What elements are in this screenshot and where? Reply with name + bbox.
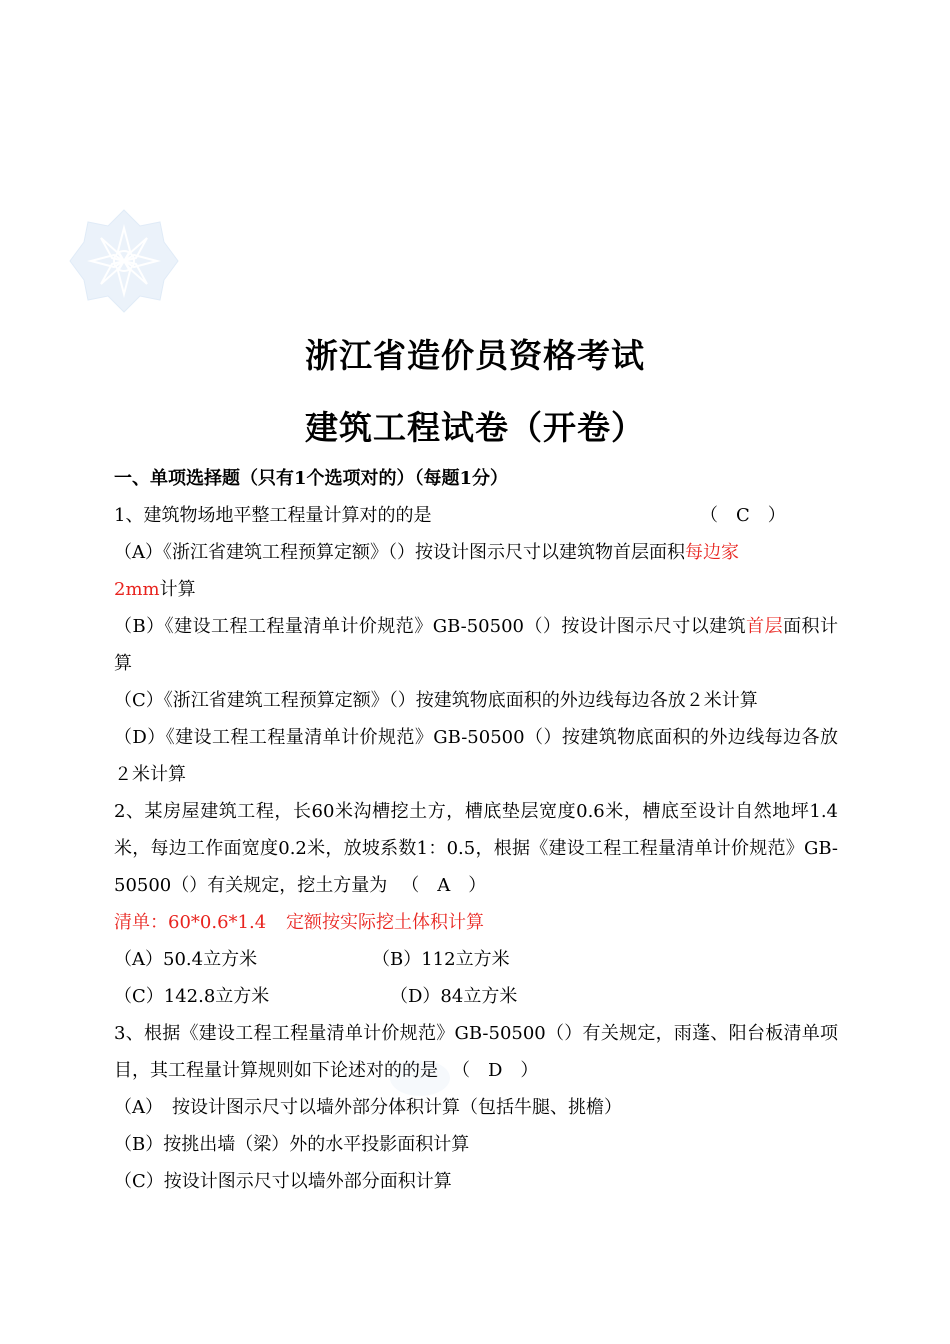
question-2-options-row1 xyxy=(114,941,838,978)
page-title: 浙江省造价员资格考试 xyxy=(305,336,645,375)
question-2-option-c: （C）142.8立方米 xyxy=(114,986,270,1007)
question-3-option-c: （C）按设计图示尺寸以墙外部分面积计算 xyxy=(114,1171,452,1192)
red-annotation: 每边家 xyxy=(685,542,739,563)
question-3-stem: 3、根据《建设工程工程量清单计价规范》GB-50500（）有关规定，雨蓬、阳台板清单项目，其工程量计算规则如下论述对的的是 （ D ） xyxy=(114,1023,838,1081)
question-3-option-a: （A） 按设计图示尺寸以墙外部分体积计算（包括牛腿、挑檐） xyxy=(114,1097,622,1118)
question-1-answer: （ C ） xyxy=(700,505,786,526)
question-1-option-a: （A）《浙江省建筑工程预算定额》（）按设计图示尺寸以建筑物首层面积每边家 2mm计算 xyxy=(114,542,739,600)
watermark-logo xyxy=(68,208,180,314)
question-1-stem: 1、建筑物场地平整工程量计算对的的是 （ C ） xyxy=(114,497,838,534)
question-1-option-b: （B）《建设工程工程量清单计价规范》GB-50500（）按设计图示尺寸以建筑首层面积计算 xyxy=(114,616,839,674)
question-2-option-b: （B）112立方米 xyxy=(372,949,510,970)
question-2-options-row2 xyxy=(114,978,838,1015)
page-subtitle: 建筑工程试卷（开卷） xyxy=(305,408,645,447)
document-body xyxy=(114,460,838,1200)
red-annotation: 首层 xyxy=(746,616,784,637)
section-heading: 一、单项选择题（只有1个选项对的）（每题1分） xyxy=(114,468,509,489)
question-2-answer: （ A ） xyxy=(401,875,487,896)
question-3-answer: （ D ） xyxy=(452,1060,539,1081)
question-1-option-d: （D）《建设工程工程量清单计价规范》GB-50500（）按建筑物底面积的外边线每边各放２米计算 xyxy=(114,727,838,785)
question-2-option-a: （A）50.4立方米 xyxy=(114,949,258,970)
question-2-stem: 2、某房屋建筑工程，长60米沟槽挖土方，槽底垫层宽度0.6米，槽底至设计自然地坪1.4米，每边工作面宽度0.2米，放坡系数1：0.5，根据《建设工程工程量清单计价规范》GB-50500（）有关规定，挖土方量为 （ A ） xyxy=(114,801,838,896)
question-1-option-c: （C）《浙江省建筑工程预算定额》（）按建筑物底面积的外边线每边各放２米计算 xyxy=(114,690,758,711)
question-2-note: 清单：60*0.6*1.4 定额按实际挖土体积计算 xyxy=(114,912,484,933)
question-2-option-d: （D）84立方米 xyxy=(390,986,518,1007)
question-3-option-b: （B）按挑出墙（梁）外的水平投影面积计算 xyxy=(114,1134,470,1155)
red-annotation: 2mm xyxy=(114,579,160,600)
